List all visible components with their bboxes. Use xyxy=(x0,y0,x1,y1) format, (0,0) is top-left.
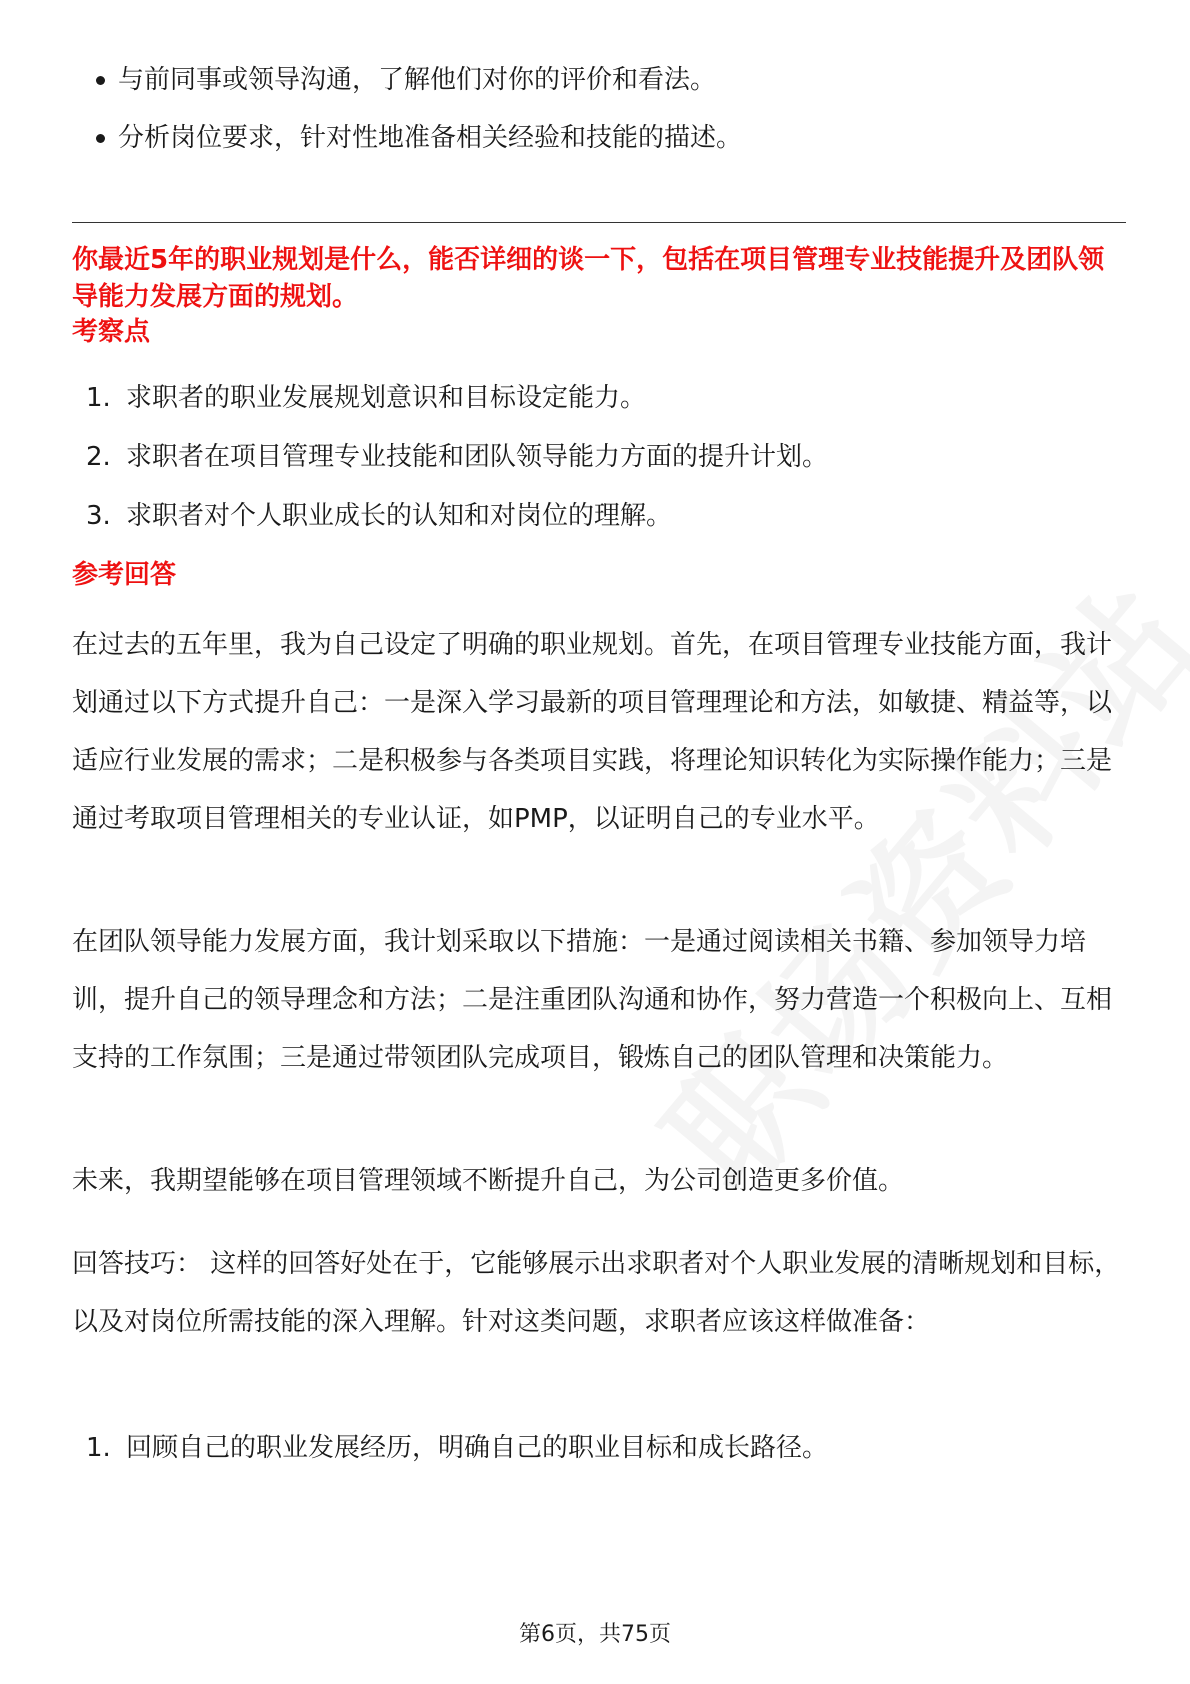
item-text: 求职者的职业发展规划意识和目标设定能力。 xyxy=(126,383,647,413)
prep-step-item xyxy=(86,1430,1116,1466)
answer-paragraph: 在团队领导能力发展方面，我计划采取以下措施：一是通过阅读相关书籍、参加领导力培训，提升自己的领导理念和方法；二是注重团队沟通和协作，努力营造一个积极向上、互相支持的工作氛围；三是通过带领团队完成项目，锻炼自己的团队管理和决策能力。 xyxy=(72,927,1113,1073)
prep-steps-list xyxy=(86,1430,1116,1489)
item-number: 2. xyxy=(86,442,111,472)
answer-paragraph: 在过去的五年里，我为自己设定了明确的职业规划。首先，在项目管理专业技能方面，我计划通过以下方式提升自己：一是深入学习最新的项目管理理论和方法，如敏捷、精益等，以适应行业发展的需求；二是积极参与各类项目实践，将理论知识转化为实际操作能力；三是通过考取项目管理相关的专业认证，如PMP，以证明自己的专业水平。 xyxy=(72,630,1113,834)
item-number: 3. xyxy=(86,501,111,531)
item-text: 求职者在项目管理专业技能和团队领导能力方面的提升计划。 xyxy=(126,442,829,472)
item-number: 1. xyxy=(86,1433,111,1463)
bullet-item xyxy=(98,62,1118,98)
answer-paragraph: 未来，我期望能够在项目管理领域不断提升自己，为公司创造更多价值。 xyxy=(72,1166,905,1196)
answer-tip-paragraph: 回答技巧： 这样的回答好处在于，它能够展示出求职者对个人职业发展的清晰规划和目标，以及对岗位所需技能的深入理解。针对这类问题，求职者应该这样做准备： xyxy=(72,1249,1121,1337)
bullet-dot-icon xyxy=(96,76,105,85)
item-text: 求职者对个人职业成长的认知和对岗位的理解。 xyxy=(126,501,673,531)
document-page xyxy=(72,0,1126,1684)
item-number: 1. xyxy=(86,383,111,413)
focus-item xyxy=(86,498,1116,534)
focus-list xyxy=(86,380,1116,557)
bullet-text: 与前同事或领导沟通，了解他们对你的评价和看法。 xyxy=(118,65,717,95)
section-divider xyxy=(72,222,1126,223)
page-footer: 第6页，共75页 xyxy=(519,1622,671,1647)
item-text: 回顾自己的职业发展经历，明确自己的职业目标和成长路径。 xyxy=(126,1433,829,1463)
answer-heading: 参考回答 xyxy=(72,560,177,590)
interview-question: 你最近5年的职业规划是什么，能否详细的谈一下，包括在项目管理专业技能提升及团队领导能力发展方面的规划。 xyxy=(72,245,1105,312)
bullet-item xyxy=(98,120,1118,156)
bullet-text: 分析岗位要求，针对性地准备相关经验和技能的描述。 xyxy=(118,123,743,153)
focus-item xyxy=(86,439,1116,475)
focus-item xyxy=(86,380,1116,416)
focus-heading: 考察点 xyxy=(72,317,151,347)
tips-bullet-list xyxy=(98,62,1118,178)
bullet-dot-icon xyxy=(96,134,105,143)
